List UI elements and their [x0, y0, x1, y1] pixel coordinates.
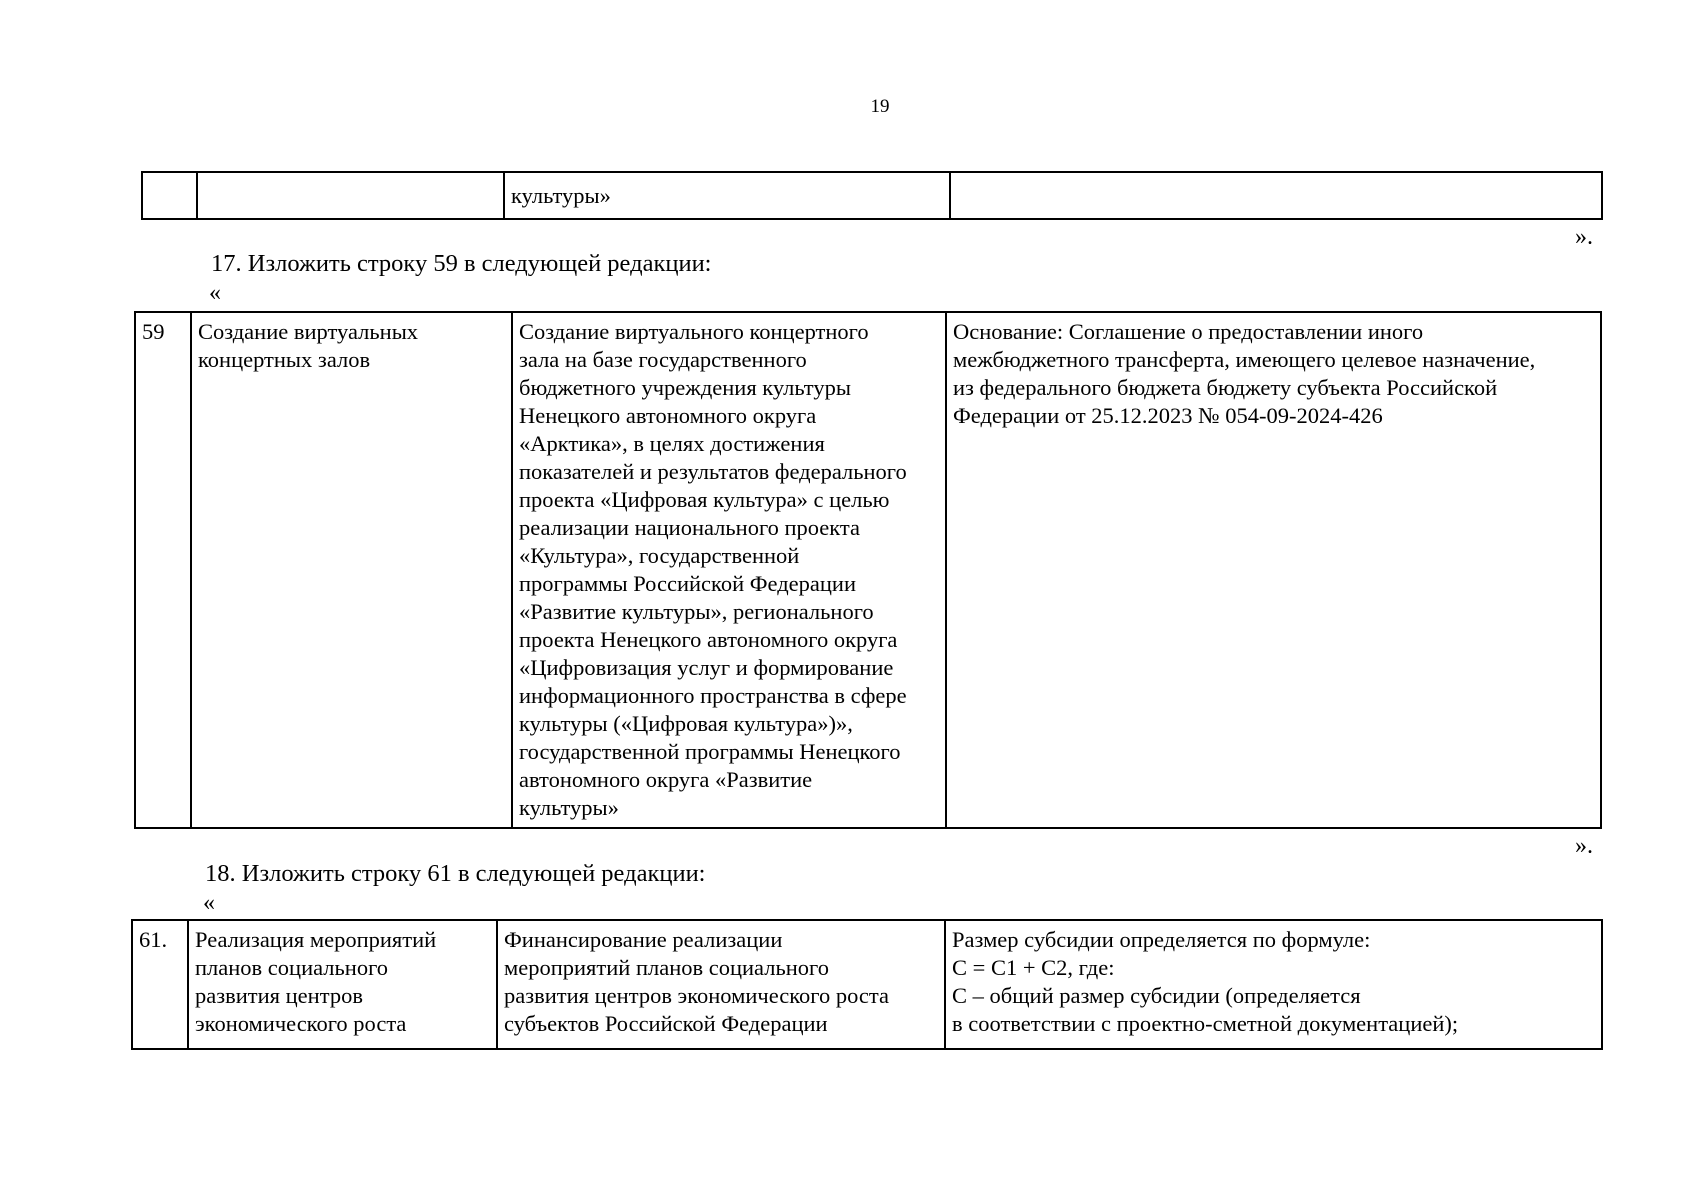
close-quote: ».	[1575, 833, 1593, 859]
row-description-cell: культуры»	[504, 172, 950, 219]
row-number-cell: 61.	[132, 920, 188, 1049]
close-quote: ».	[1575, 224, 1593, 250]
row-name-cell: Реализация мероприятий планов социального развития центров экономического роста	[188, 920, 497, 1049]
table-row	[135, 312, 1601, 828]
table-row	[132, 920, 1602, 1049]
row-61-table	[131, 919, 1603, 1050]
row-name-cell	[197, 172, 504, 219]
top-table	[141, 171, 1603, 220]
row-basis-cell: Основание: Соглашение о предоставлении иного межбюджетного трансферта, имеющего целевое назначение, из федерального бюджета бюджету субъекта Российской Федерации от 25.12.2023 № 054-09-2024-426	[946, 312, 1601, 828]
row-number-cell	[142, 172, 197, 219]
table-row	[142, 172, 1602, 219]
open-quote: «	[209, 280, 221, 306]
row-59-table	[134, 311, 1602, 829]
row-description-cell: Создание виртуального концертного зала на базе государственного бюджетного учреждения культуры Ненецкого автономного округа «Арктика», в целях достижения показателей и результатов федерального проекта «Цифровая культура» с целью реализации национального проекта «Культура», государственной программы Российской Федерации «Развитие культуры», регионального проекта Ненецкого автономного округа «Цифровизация услуг и формирование информационного пространства в сфере культуры («Цифровая культура»)», государственной программы Ненецкого автономного округа «Развитие культуры»	[512, 312, 946, 828]
row-basis-cell	[950, 172, 1602, 219]
section-heading: 18. Изложить строку 61 в следующей редакции:	[205, 860, 706, 887]
section-heading: 17. Изложить строку 59 в следующей редакции:	[211, 250, 712, 277]
row-number-cell: 59	[135, 312, 191, 828]
row-description-cell: Финансирование реализации мероприятий планов социального развития центров экономического роста субъектов Российской Федерации	[497, 920, 945, 1049]
page-number: 19	[870, 96, 890, 117]
row-name-cell: Создание виртуальных концертных залов	[191, 312, 512, 828]
open-quote: «	[203, 890, 215, 916]
row-basis-cell: Размер субсидии определяется по формуле: С = С1 + С2, где: С – общий размер субсидии (определяется в соответствии с проектно-сметной документацией);	[945, 920, 1602, 1049]
